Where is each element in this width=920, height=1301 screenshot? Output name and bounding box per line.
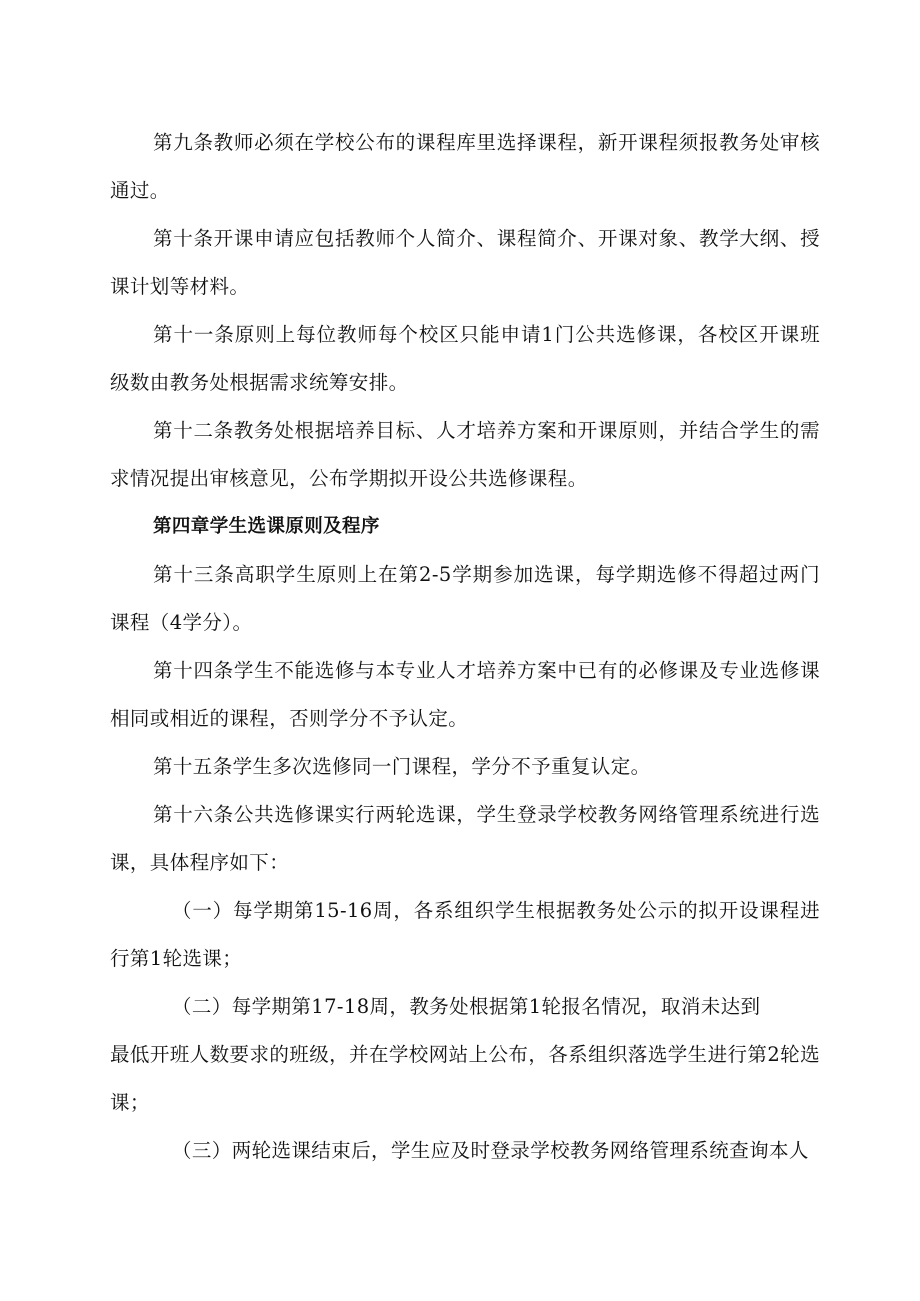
article-13-paragraph: 第十三条高职学生原则上在第2-5学期参加选课，每学期选修不得超过两门课程（4学分）。	[110, 563, 820, 634]
article-14-paragraph: 第十四条学生不能选修与本专业人才培养方案中已有的必修课及专业选修课相同或相近的课程，否则学分不予认定。	[110, 659, 820, 730]
chapter-4-heading: 第四章学生选课原则及程序	[153, 516, 380, 537]
procedure-item-1: （一）每学期第15-16周，各系组织学生根据教务处公示的拟开设课程进行第1轮选课；	[110, 899, 820, 970]
procedure-item-2-line-1: （二）每学期第17-18周，教务处根据第1轮报名情况，取消未达到	[172, 995, 761, 1018]
procedure-item-2	[110, 983, 820, 1127]
procedure-item-3: （三）两轮选课结束后，学生应及时登录学校教务网络管理系统查询本人	[172, 1139, 809, 1162]
article-11-paragraph: 第十一条原则上每位教师每个校区只能申请1门公共选修课，各校区开课班级数由教务处根据需求统筹安排。	[110, 323, 820, 394]
article-15-paragraph: 第十五条学生多次选修同一门课程，学分不予重复认定。	[153, 755, 651, 778]
article-9-paragraph: 第九条教师必须在学校公布的课程库里选择课程，新开课程须报教务处审核通过。	[110, 131, 820, 202]
article-12-paragraph: 第十二条教务处根据培养目标、人才培养方案和开课原则，并结合学生的需求情况提出审核意见，公布学期拟开设公共选修课程。	[110, 419, 820, 490]
article-16-paragraph: 第十六条公共选修课实行两轮选课，学生登录学校教务网络管理系统进行选课，具体程序如下：	[110, 803, 820, 874]
procedure-item-2-line-2: 最低开班人数要求的班级，并在学校网站上公布，各系组织落选学生进行第2轮选课；	[110, 1043, 820, 1114]
article-10-paragraph: 第十条开课申请应包括教师个人简介、课程简介、开课对象、教学大纲、授课计划等材料。	[110, 227, 820, 298]
